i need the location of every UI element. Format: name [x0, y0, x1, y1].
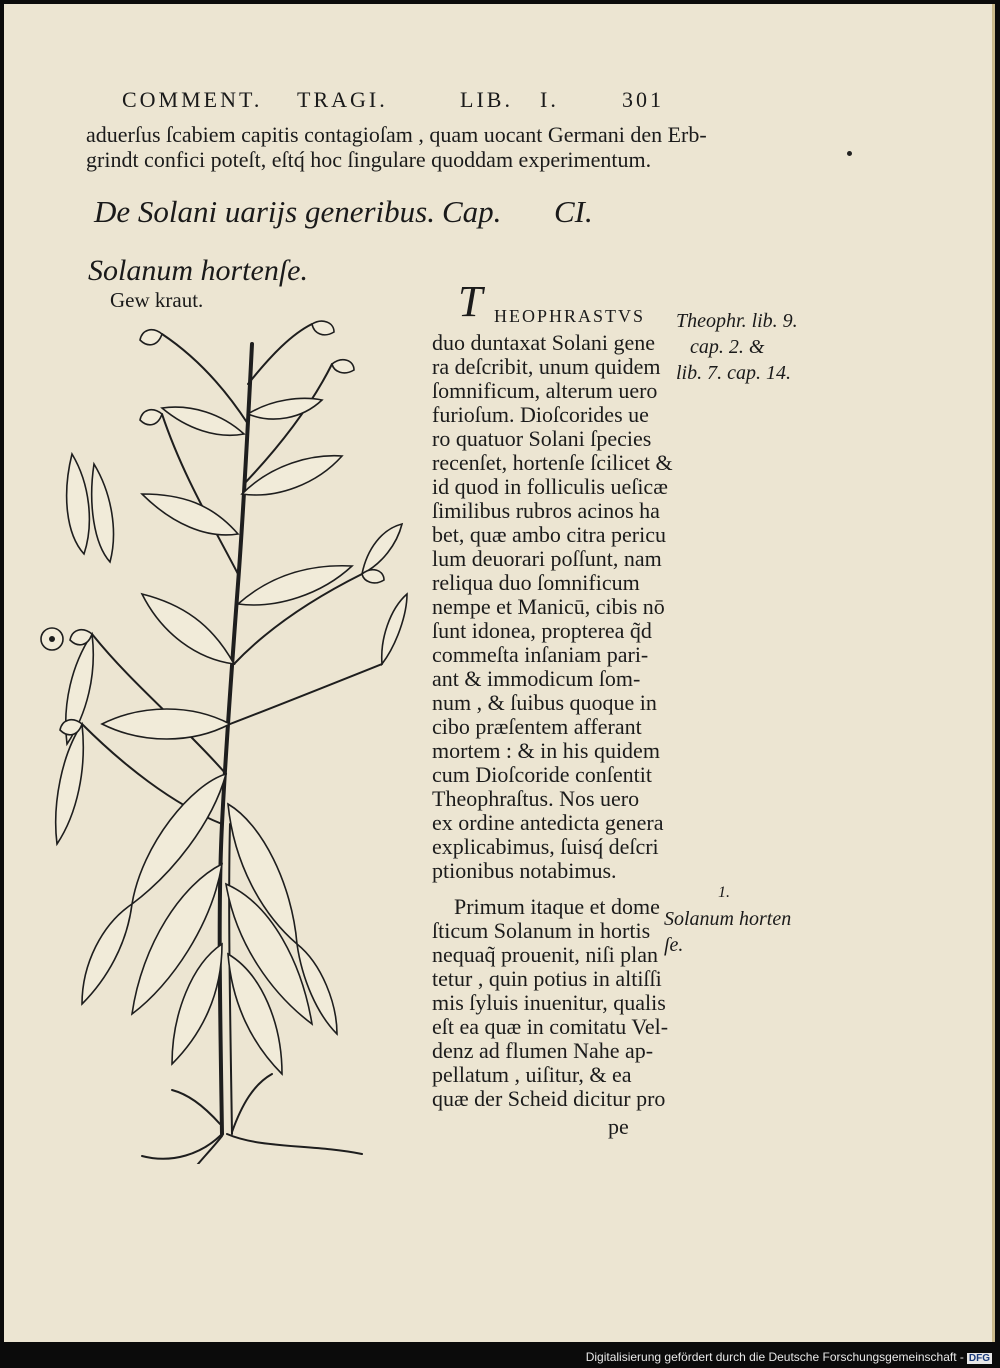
body-line: cum Dioſcoride conſentit — [432, 762, 652, 787]
margin-note: 1. — [718, 884, 730, 901]
margin-note: Solanum horten — [664, 908, 792, 930]
body-line: Primum itaque et dome — [454, 894, 660, 919]
ink-dot — [847, 151, 852, 156]
body-line: ra deſcribit, unum quidem — [432, 354, 661, 379]
body-line: id quod in folliculis ueſicæ — [432, 474, 668, 499]
body-line: ex ordine antedicta genera — [432, 810, 664, 835]
text-line: aduerſus ſcabiem capitis contagioſam , quam uocant Germani den Erb- — [86, 122, 707, 147]
body-line: eſt ea quæ in comitatu Vel- — [432, 1014, 669, 1039]
body-line: num , & ſuibus quoque in — [432, 690, 657, 715]
body-line: ſticum Solanum in hortis — [432, 918, 651, 943]
body-line: explicabimus, ſuisq́ deſcri — [432, 834, 659, 859]
body-line: commeſta inſaniam pari- — [432, 642, 649, 667]
body-line: nempe et Manicū, cibis nō — [432, 594, 665, 619]
dfg-logo: DFG — [968, 1353, 990, 1364]
plant-german-name: Gew kraut. — [110, 288, 204, 312]
margin-note: Theophr. lib. 9. — [676, 310, 798, 332]
body-line: ſimilibus rubros acinos ha — [432, 498, 660, 523]
chapter-title: De Solani uarijs generibus. — [94, 194, 435, 229]
body-line: denz ad flumen Nahe ap- — [432, 1038, 654, 1063]
body-line: nequaq̃ prouenit, niſi plan — [432, 942, 659, 967]
running-head — [122, 87, 662, 117]
chapter-number: CI. — [554, 194, 593, 229]
margin-note: cap. 2. & — [690, 336, 765, 358]
body-line: reliqua duo ſomnificum — [432, 570, 640, 595]
body-line: ſomnificum, alterum uero — [432, 378, 658, 403]
body-line: cibo præſentem afferant — [432, 714, 642, 739]
body-line: bet, quæ ambo citra pericu — [432, 522, 666, 547]
chapter-heading — [94, 194, 634, 234]
chapter-cap: Cap. — [442, 194, 502, 229]
body-line: duo duntaxat Solani gene — [432, 330, 656, 355]
body-line: ſunt idonea, propterea q̃d — [432, 618, 652, 643]
margin-note: ſe. — [664, 934, 684, 956]
body-line: recenſet, hortenſe ſcilicet & — [432, 450, 673, 475]
running-head-lib: LIB. — [460, 87, 513, 112]
body-line: HEOPHRASTVS — [494, 306, 646, 326]
body-line: mortem : & in his quidem — [432, 738, 660, 763]
body-line: mis ſyluis inuenitur, qualis — [432, 990, 666, 1015]
body-line: tetur , quin potius in altiſſi — [432, 966, 662, 991]
body-line: pellatum , uiſitur, & ea — [432, 1062, 632, 1087]
solanum-woodcut-illustration — [22, 304, 412, 1164]
page-edge — [992, 4, 995, 1342]
body-line: Theophraſtus. Nos uero — [432, 786, 640, 811]
plant-latin-name: Solanum hortenſe. — [88, 254, 308, 287]
footer-credit — [586, 1350, 992, 1364]
body-line: furioſum. Dioſcorides ue — [432, 402, 649, 427]
running-head-mid: TRAGI. — [297, 87, 388, 112]
running-head-left: COMMENT. — [122, 87, 263, 112]
running-head-num: I. — [540, 87, 559, 112]
drop-initial: T — [458, 277, 483, 326]
footer-text: Digitalisierung gefördert durch die Deutsche Forschungsgemeinschaft - — [585, 1350, 964, 1364]
book-page — [4, 4, 992, 1342]
body-line: ptionibus notabimus. — [432, 858, 617, 883]
page-number: 301 — [622, 87, 664, 112]
body-line: ro quatuor Solani ſpecies — [432, 426, 652, 451]
body-line: lum deuorari poſſunt, nam — [432, 546, 662, 571]
body-line: ant & immodicum ſom- — [432, 666, 641, 691]
body-line: quæ der Scheid dicitur pro — [432, 1086, 666, 1111]
catchword: pe — [608, 1114, 629, 1139]
text-line: grindt confici poteſt, eſtq́ hoc ſingulare quoddam experimentum. — [86, 147, 652, 172]
margin-note: lib. 7. cap. 14. — [676, 362, 791, 384]
